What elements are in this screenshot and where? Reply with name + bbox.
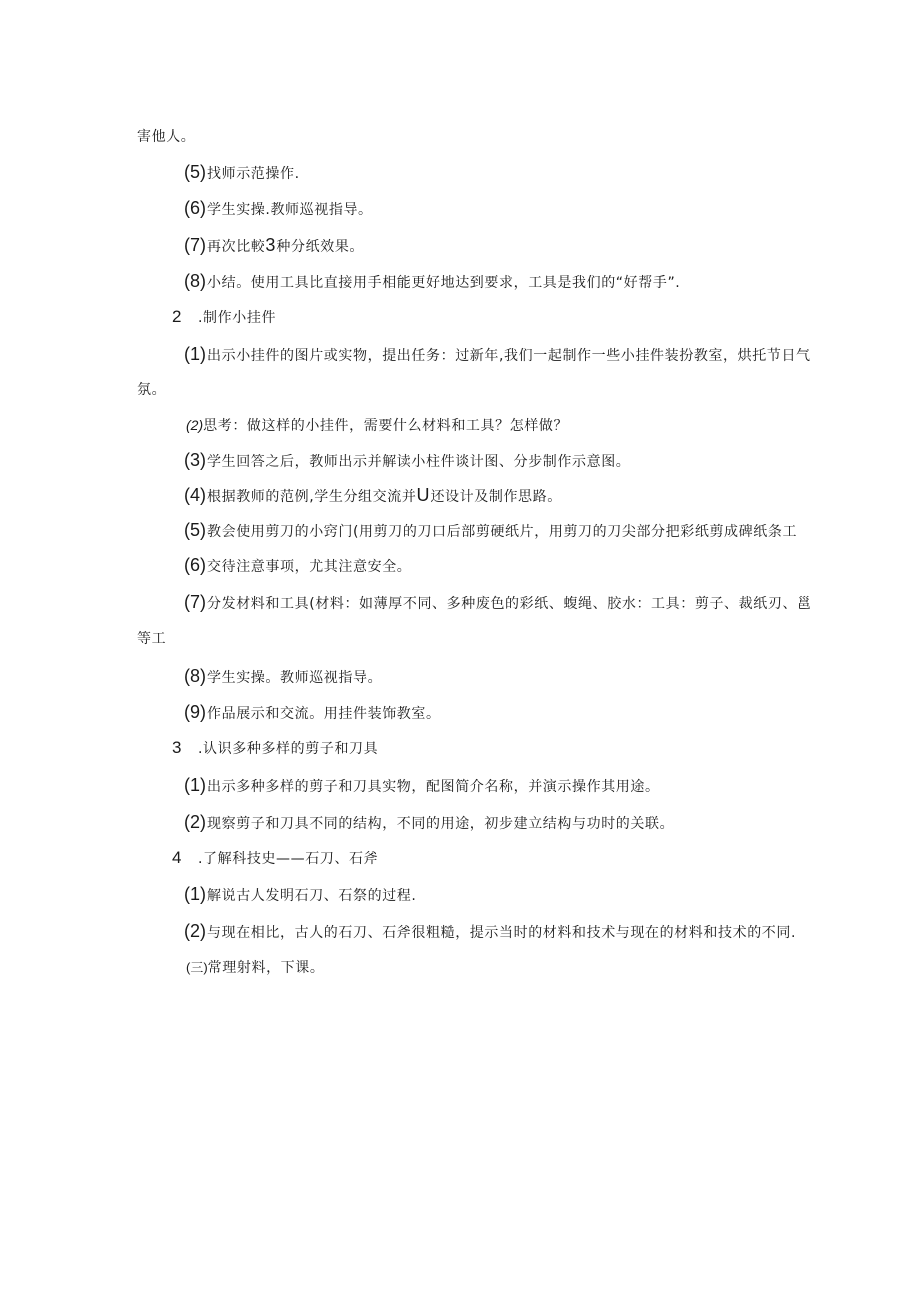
item-text: 种分纸效果。 [276,239,365,255]
section-number: 2 [172,307,182,326]
list-item [184,272,680,292]
section-heading [172,739,378,758]
section-title: .认识多种多样的剪子和刀具 [198,741,379,757]
item-text: 还设计及制作思路。 [430,489,562,505]
list-item [184,345,811,365]
item-text: 小结。使用工具比直接用手相能更好地达到要求，工具是我们的“好帮手”. [207,275,681,291]
item-text-number: 3 [265,235,276,255]
item-text: 出示多种多样的剪子和刀具实物，配图简介名称，并演示操作其用途。 [207,779,660,795]
item-number: (3) [184,450,206,470]
item-text: 交待注意事项，尤其注意安全。 [207,559,412,575]
item-text: 思考：做这样的小挂件，需要什么材料和工具？怎样做？ [203,418,569,434]
item-number: (4) [184,485,206,505]
item-text: 常理射料，下课。 [207,960,325,976]
list-item [184,885,416,905]
item-text: 学生实操。教师巡视指导。 [207,670,383,686]
item-number: (2) [184,921,206,941]
paragraph-line [137,128,195,146]
list-item [186,959,324,977]
item-text: 出示小挂件的图片或实物，提出任务：过新年,我们一起制作一些小挂件装扮教室，烘托节日气 [207,348,811,364]
section-heading [172,308,276,327]
item-number: (6) [184,198,206,218]
item-text: 学生回答之后，教师出示并解读小柱件谈计图、分步制作示意图。 [207,454,631,470]
item-number: (1) [184,775,206,795]
item-text: 再次比較 [207,239,266,255]
list-item [184,556,411,576]
list-item [184,667,382,687]
item-number: (1) [184,344,206,364]
item-text: 解说古人发明石刀、石祭的过程. [207,888,417,904]
item-number: (5) [184,520,206,540]
line-text: 氛。 [137,382,167,398]
item-text: 作品展示和交流。用挂件装饰教室。 [207,706,441,722]
section-title: .了解科技史——石刀、石斧 [198,851,379,867]
item-text-letter: U [416,485,430,505]
list-item [184,922,796,942]
item-number: (5) [184,162,206,182]
list-item [184,199,373,219]
item-number: (2) [184,812,206,832]
item-text: 现察剪子和刀具不同的结构，不同的用途，初步建立结构与功时的关联。 [207,816,675,832]
item-number: (三) [186,960,208,975]
list-item [184,451,630,471]
item-text: 分发材料和工具(材料：如薄厚不同、多种废色的彩纸、蝮绳、胶水：工具：剪子、裁纸刃、邕 [207,596,812,612]
item-number: (7) [184,235,206,255]
list-item [184,163,300,183]
item-number: (8) [184,271,206,291]
line-text: 等工 [137,631,167,647]
item-text: 与现在相比，古人的石刀、石斧很粗糙，提示当时的材料和技术与现在的材料和技术的不同. [207,925,797,941]
list-item [184,813,674,833]
item-text: 教会使用剪刀的小窍门(用剪刀的刀口后部剪硬纸片，用剪刀的刀尖部分把彩纸剪成碑纸条工 [207,524,798,540]
list-item [184,703,441,723]
list-item [184,776,660,796]
section-heading [172,849,378,868]
list-item [184,593,812,613]
item-number: (8) [184,666,206,686]
list-item [184,486,562,506]
line-text: 害他人。 [137,129,196,145]
item-number: (9) [184,702,206,722]
section-number: 4 [172,848,182,867]
item-number: (6) [184,555,206,575]
list-item [184,236,364,256]
list-item [186,416,568,435]
section-number: 3 [172,738,182,757]
paragraph-line [137,630,166,648]
section-title: .制作小挂件 [198,310,277,326]
item-text: 找师示范操作. [207,166,300,182]
item-text: 学生实操.教师巡视指导。 [207,202,373,218]
paragraph-line [137,381,166,399]
item-number: (2) [186,417,204,433]
list-item [184,521,797,541]
item-number: (1) [184,884,206,904]
item-number: (7) [184,592,206,612]
item-text: 根据教师的范例,学生分组交流并 [207,489,417,505]
